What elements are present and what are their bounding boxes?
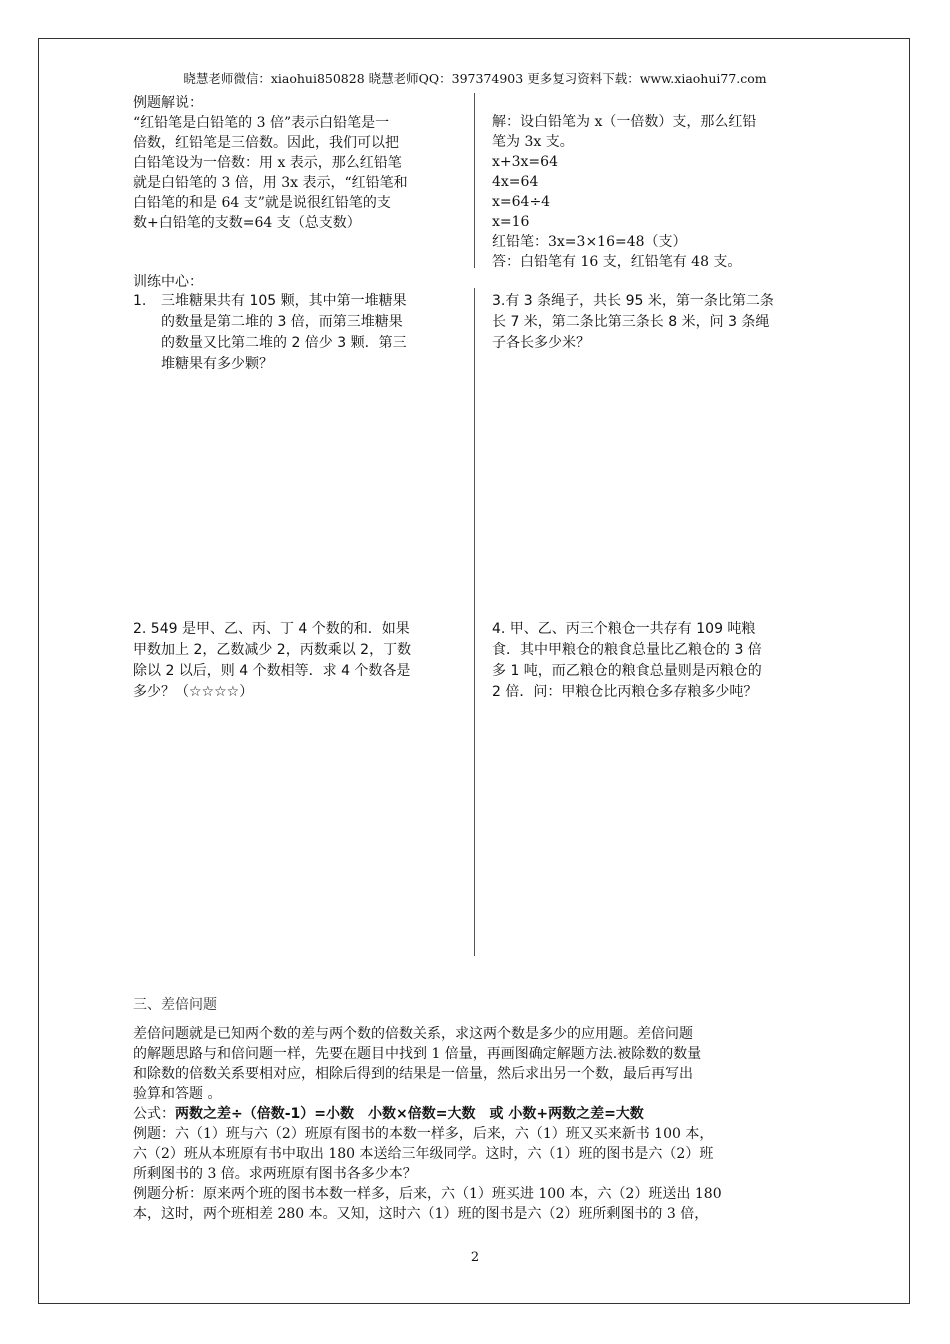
- question-1-number: 1.: [133, 293, 147, 309]
- question-line: 多少？（☆☆☆☆）: [133, 684, 254, 700]
- solution-line: x=16: [492, 214, 530, 230]
- question-line: 三堆糖果共有 105 颗，其中第一堆糖果: [161, 293, 407, 309]
- section-3-intro: [133, 1024, 833, 1224]
- intro-line: 验算和答题 。: [133, 1086, 222, 1102]
- question-line: 的数量又比第二堆的 2 倍少 3 颗．第三: [161, 335, 407, 351]
- example-left-line: 白铅笔的和是 64 支”就是说很红铅笔的支: [133, 195, 391, 211]
- example-left: [133, 93, 463, 233]
- question-line: 堆糖果有多少颗？: [161, 356, 273, 372]
- question-line: 2. 549 是甲、乙、丙、丁 4 个数的和．如果: [133, 621, 410, 637]
- example-left-line: 倍数，红铅笔是三倍数。因此，我们可以把: [133, 135, 399, 151]
- example-divider: [474, 93, 475, 268]
- intro-line: 差倍问题就是已知两个数的差与两个数的倍数关系，求这两个数是多少的应用题。差倍问题: [133, 1026, 693, 1042]
- example-title: 例题解说：: [133, 95, 203, 111]
- solution-line: 4x=64: [492, 174, 539, 190]
- question-1: [133, 291, 468, 375]
- question-line: 4. 甲、乙、丙三个粮仓一共存有 109 吨粮: [492, 621, 756, 637]
- question-line: 除以 2 以后，则 4 个数相等．求 4 个数各是: [133, 663, 411, 679]
- question-line: 长 7 米，第二条比第三条长 8 米，问 3 条绳: [492, 314, 770, 330]
- analysis-line: 例题分析：原来两个班的图书本数一样多，后来，六（1）班买进 100 本，六（2）班送出 180: [133, 1186, 722, 1202]
- training-title: 训练中心：: [133, 274, 203, 290]
- solution-line: x+3x=64: [492, 154, 558, 170]
- training-divider: [474, 288, 475, 956]
- analysis-line: 本，这时，两个班相差 280 本。又知，这时六（1）班的图书是六（2）班所剩图书的 3 倍，: [133, 1206, 709, 1222]
- question-line: 3.有 3 条绳子，共长 95 米，第一条比第二条: [492, 293, 774, 309]
- question-line: 2 倍．问：甲粮仓比丙粮仓多存粮多少吨？: [492, 684, 758, 700]
- example-right: [492, 112, 832, 272]
- example-left-line: 就是白铅笔的 3 倍，用 3x 表示，“红铅笔和: [133, 175, 408, 191]
- solution-line: 答：白铅笔有 16 支，红铅笔有 48 支。: [492, 254, 742, 270]
- page-number: 2: [470, 1250, 480, 1265]
- question-line: 多 1 吨，而乙粮仓的粮食总量则是丙粮仓的: [492, 663, 762, 679]
- formula: [133, 1104, 833, 1124]
- solution-line: x=64÷4: [492, 194, 551, 210]
- question-line: 子各长多少米？: [492, 335, 590, 351]
- question-2: [133, 619, 473, 703]
- example-line: 所剩图书的 3 倍。求两班原有图书各多少本？: [133, 1166, 417, 1182]
- page-header: 晓慧老师微信：xiaohui850828 晓慧老师QQ：397374903 更多复习资料下载：www.xiaohui77.com: [183, 71, 767, 86]
- question-3: [492, 291, 837, 354]
- intro-line: 的解题思路与和倍问题一样，先要在题目中找到 1 倍量，再画图确定解题方法.被除数的数量: [133, 1046, 702, 1062]
- formula-label: 公式：: [133, 1106, 175, 1122]
- section-3-title: 三、差倍问题: [133, 997, 217, 1013]
- question-line: 食．其中甲粮仓的粮食总量比乙粮仓的 3 倍: [492, 642, 762, 658]
- example-line: 六（2）班从本班原有书中取出 180 本送给三年级同学。这时，六（1）班的图书是六（2）班: [133, 1146, 714, 1162]
- example-left-line: “红铅笔是白铅笔的 3 倍”表示白铅笔是一: [133, 115, 390, 131]
- solution-line: 红铅笔：3x=3×16=48（支）: [492, 234, 687, 250]
- solution-line: 解：设白铅笔为 x（一倍数）支，那么红铅: [492, 114, 757, 130]
- formula-text: 两数之差÷（倍数-1）=小数 小数×倍数=大数 或 小数+两数之差=大数: [175, 1106, 644, 1122]
- example-line: 例题：六（1）班与六（2）班原有图书的本数一样多，后来，六（1）班又买来新书 100 本，: [133, 1126, 714, 1142]
- question-4: [492, 619, 837, 703]
- question-line: 甲数加上 2，乙数减少 2，丙数乘以 2，丁数: [133, 642, 412, 658]
- intro-line: 和除数的倍数关系要相对应，相除后得到的结果是一倍量，然后求出另一个数，最后再写出: [133, 1066, 693, 1082]
- solution-line: 笔为 3x 支。: [492, 134, 574, 150]
- example-left-line: 数+白铅笔的支数=64 支（总支数）: [133, 215, 361, 231]
- question-line: 的数量是第二堆的 3 倍，而第三堆糖果: [161, 314, 403, 330]
- example-left-line: 白铅笔设为一倍数：用 x 表示，那么红铅笔: [133, 155, 402, 171]
